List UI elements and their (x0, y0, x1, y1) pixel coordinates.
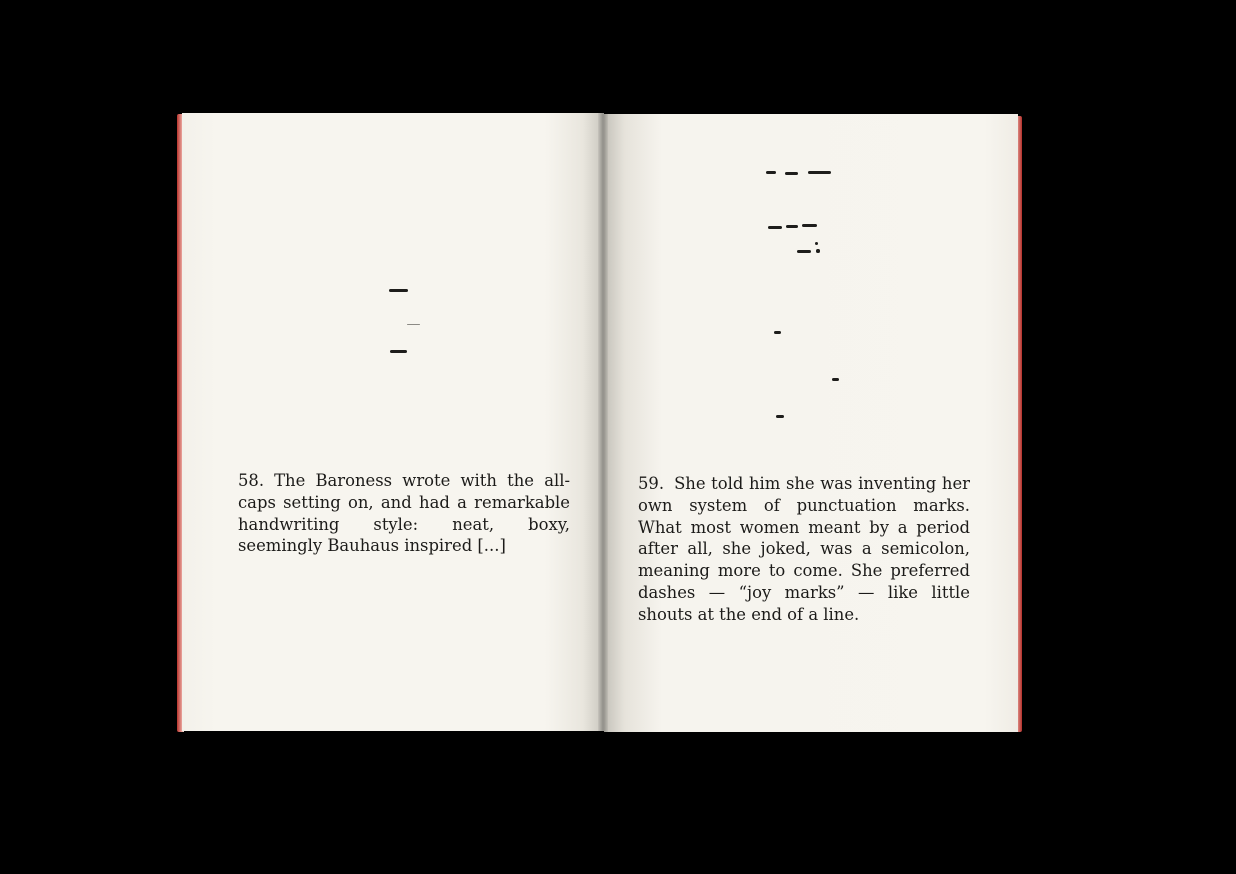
left-page (182, 113, 604, 731)
left-page-entry (238, 470, 570, 557)
dash-mark (786, 225, 798, 228)
entry-text: She told him she was inventing her own system of punctuation marks. What most women meant by a period after all, she joked, was a semicolon, meaning more to come. She preferred dashes — “joy marks” — like little shouts at the end of a line. (638, 474, 970, 624)
book-gutter (598, 112, 608, 732)
dash-mark (389, 289, 408, 292)
right-page-entry (638, 473, 970, 626)
dash-mark (832, 378, 839, 381)
dash-mark (774, 331, 781, 334)
entry-number: 58. (238, 471, 265, 490)
dash-mark (390, 350, 407, 353)
entry-text: The Baroness wrote with the all-caps setting on, and had a remarkable handwriting style: neat, boxy, seemingly Bauhaus inspired [...] (238, 471, 570, 556)
dot-mark (815, 242, 818, 245)
dash-mark (808, 171, 831, 174)
right-page (604, 114, 1018, 732)
dash-mark (802, 224, 817, 227)
entry-number: 59. (638, 474, 665, 493)
dot-mark (816, 249, 820, 253)
dash-mark (776, 415, 784, 418)
dash-mark (768, 226, 782, 229)
dash-mark (766, 171, 776, 174)
dash-mark (797, 250, 811, 253)
dash-mark (785, 172, 798, 175)
